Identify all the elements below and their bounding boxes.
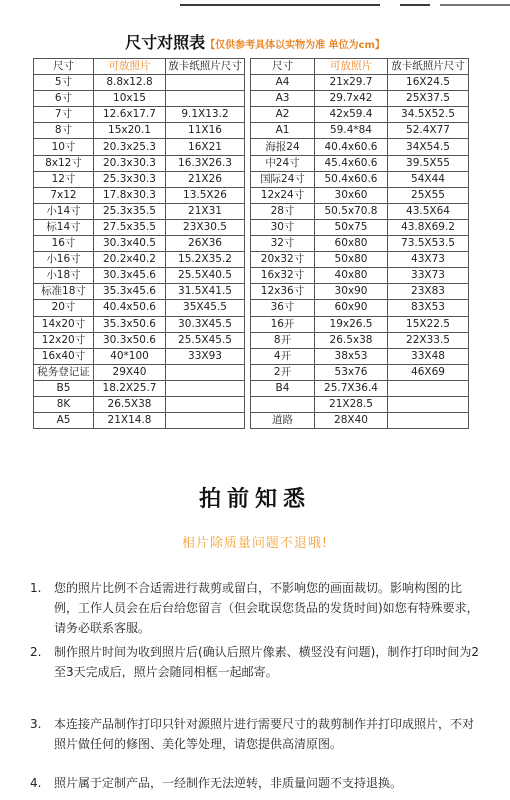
card-cell: 25.5X40.5 [166,268,245,284]
table-row [251,75,469,91]
photo-cell: 25.3x35.5 [94,203,166,219]
table-row [34,332,245,348]
photo-cell: 40.4x60.6 [315,139,388,155]
card-cell: 26X36 [166,236,245,252]
table-row [34,284,245,300]
size-cell: 中24寸 [251,155,315,171]
photo-cell: 21X14.8 [94,413,166,429]
card-cell [166,364,245,380]
card-cell [166,91,245,107]
photo-cell: 10x15 [94,91,166,107]
size-cell: 16x32寸 [251,268,315,284]
note-text: 制作照片时间为收到照片后(确认后照片像素、横竖没有问题)，制作打印时间为2至3天完成后，照片会随同相框一起邮寄。 [54,645,480,679]
photo-cell: 35.3x45.6 [94,284,166,300]
size-cell: 36寸 [251,300,315,316]
size-cell: 4开 [251,348,315,364]
section-subtitle: 相片除质量问题不退哦! [181,536,329,551]
size-cell: 20寸 [34,300,94,316]
size-cell: A2 [251,107,315,123]
photo-cell: 40.4x50.6 [94,300,166,316]
table-row [34,155,245,171]
size-cell: A1 [251,123,315,139]
table-row [251,139,469,155]
photo-cell: 8.8x12.8 [94,75,166,91]
photo-cell: 21X28.5 [315,396,388,412]
size-cell: 8寸 [34,123,94,139]
card-cell [166,396,245,412]
card-cell: 43.5X64 [388,203,469,219]
table-row [251,348,469,364]
table-title-row [0,30,510,52]
table-row [251,284,469,300]
top-line-segment [400,4,430,6]
card-cell: 34.5X52.5 [388,107,469,123]
size-cell: 道路 [251,413,315,429]
table-row [34,364,245,380]
card-cell [166,413,245,429]
note-text: 本连接产品制作打印只针对源照片进行需要尺寸的裁剪制作并打印成照片，不对照片做任何的修图、美化等处理，请您提供高清原图。 [54,717,475,751]
table-title-note: 【仅供参考具体以实物为准 单位为cm】 [205,40,385,51]
table-row [251,91,469,107]
photo-cell: 50x75 [315,219,388,235]
size-cell: 8x12寸 [34,155,94,171]
photo-cell: 20.3x30.3 [94,155,166,171]
photo-cell: 35.3x50.6 [94,316,166,332]
photo-cell: 40x80 [315,268,388,284]
size-cell: 国际24寸 [251,171,315,187]
note-text: 照片属于定制产品，一经制作无法逆转，非质量问题不支持退换。 [54,776,403,790]
card-cell: 25X37.5 [388,91,469,107]
table-row [251,380,469,396]
size-cell: 小18寸 [34,268,94,284]
size-cell: A4 [251,75,315,91]
table-row [251,364,469,380]
table-row [34,413,245,429]
photo-cell: 50x80 [315,252,388,268]
section-title: 拍前知悉 [198,487,311,512]
size-cell: 12x24寸 [251,187,315,203]
note-text: 您的照片比例不合适需进行裁剪或留白，不影响您的画面裁切。影响构图的比例，工作人员会在后台给您留言（但会耽误您货品的发货时间)如您有特殊要求，请务必联系客服。 [54,581,479,635]
size-cell: 28寸 [251,203,315,219]
note-number: 3. [30,717,42,731]
table-row [34,75,245,91]
table-row [34,380,245,396]
table-row [251,396,469,412]
header-photo: 可放照片 [315,59,388,75]
table-row [251,252,469,268]
card-cell: 33X93 [166,348,245,364]
size-cell: 小16寸 [34,252,94,268]
photo-cell: 27.5x35.5 [94,219,166,235]
photo-cell: 30.3x45.6 [94,268,166,284]
photo-cell: 60x90 [315,300,388,316]
size-cell: 30寸 [251,219,315,235]
header-card: 放卡纸照片尺寸 [388,59,469,75]
photo-cell: 40*100 [94,348,166,364]
card-cell [388,396,469,412]
size-cell: B4 [251,380,315,396]
card-cell: 35X45.5 [166,300,245,316]
note-item [30,714,485,754]
photo-cell: 60x80 [315,236,388,252]
card-cell: 25.5X45.5 [166,332,245,348]
size-cell: 20x32寸 [251,252,315,268]
note-number: 1. [30,581,42,595]
photo-cell: 50.4x60.6 [315,171,388,187]
card-cell: 21X26 [166,171,245,187]
photo-cell: 30x60 [315,187,388,203]
size-cell: 14x20寸 [34,316,94,332]
header-card: 放卡纸照片尺寸 [166,59,245,75]
table-row [251,203,469,219]
photo-cell: 42x59.4 [315,107,388,123]
table-row [34,107,245,123]
note-item [30,642,485,682]
table-row [34,348,245,364]
table-row [34,252,245,268]
card-cell [388,380,469,396]
table-row [251,187,469,203]
size-cell: A5 [34,413,94,429]
size-cell: 12x20寸 [34,332,94,348]
top-decoration-bar [0,0,510,12]
card-cell: 22X33.5 [388,332,469,348]
photo-cell: 12.6x17.7 [94,107,166,123]
photo-cell: 19x26.5 [315,316,388,332]
photo-cell: 29.7x42 [315,91,388,107]
photo-cell: 30.3x50.6 [94,332,166,348]
table-row [34,171,245,187]
size-cell: 7x12 [34,187,94,203]
size-cell: 标准18寸 [34,284,94,300]
card-cell: 33X73 [388,268,469,284]
size-cell [251,396,315,412]
card-cell: 30.3X45.5 [166,316,245,332]
table-row [251,413,469,429]
card-cell: 9.1X13.2 [166,107,245,123]
card-cell: 43X73 [388,252,469,268]
card-cell: 15X22.5 [388,316,469,332]
table-header-row [251,59,469,75]
photo-cell: 45.4x60.6 [315,155,388,171]
photo-cell: 28X40 [315,413,388,429]
card-cell: 83X53 [388,300,469,316]
card-cell: 11X16 [166,123,245,139]
table-row [251,316,469,332]
table-row [251,171,469,187]
card-cell: 16X21 [166,139,245,155]
size-cell: 海报24 [251,139,315,155]
size-cell: 标14寸 [34,219,94,235]
table-row [34,396,245,412]
top-line-segment [180,4,380,6]
card-cell [166,380,245,396]
card-cell: 13.5X26 [166,187,245,203]
card-cell: 16X24.5 [388,75,469,91]
size-cell: 2开 [251,364,315,380]
card-cell: 39.5X55 [388,155,469,171]
photo-cell: 21x29.7 [315,75,388,91]
photo-cell: 20.2x40.2 [94,252,166,268]
size-cell: A3 [251,91,315,107]
photo-cell: 20.3x25.3 [94,139,166,155]
note-number: 4. [30,776,42,790]
size-cell: B5 [34,380,94,396]
photo-cell: 30x90 [315,284,388,300]
card-cell: 43.8X69.2 [388,219,469,235]
header-size: 尺寸 [34,59,94,75]
card-cell: 34X54.5 [388,139,469,155]
card-cell: 15.2X35.2 [166,252,245,268]
table-row [251,332,469,348]
table-row [34,219,245,235]
card-cell: 54X44 [388,171,469,187]
size-cell: 税务登记证 [34,364,94,380]
card-cell: 16.3X26.3 [166,155,245,171]
size-table-right [250,58,469,429]
table-title: 尺寸对照表 [125,33,206,52]
table-row [34,187,245,203]
size-cell: 16x40寸 [34,348,94,364]
size-cell: 12寸 [34,171,94,187]
card-cell: 23X30.5 [166,219,245,235]
size-cell: 10寸 [34,139,94,155]
table-row [251,219,469,235]
photo-cell: 15x20.1 [94,123,166,139]
table-row [34,203,245,219]
photo-cell: 29X40 [94,364,166,380]
photo-cell: 17.8x30.3 [94,187,166,203]
size-cell: 8开 [251,332,315,348]
card-cell: 25X55 [388,187,469,203]
size-cell: 5寸 [34,75,94,91]
size-table-left [33,58,245,429]
photo-cell: 53x76 [315,364,388,380]
card-cell: 31.5X41.5 [166,284,245,300]
photo-cell: 59.4*84 [315,123,388,139]
card-cell: 73.5X53.5 [388,236,469,252]
table-row [251,268,469,284]
size-cell: 6寸 [34,91,94,107]
table-row [34,300,245,316]
size-cell: 8K [34,396,94,412]
table-row [34,139,245,155]
card-cell: 46X69 [388,364,469,380]
card-cell: 33X48 [388,348,469,364]
note-item [30,773,485,793]
photo-cell: 38x53 [315,348,388,364]
table-row [251,300,469,316]
table-header-row [34,59,245,75]
note-item [30,578,485,638]
table-row [34,123,245,139]
table-row [251,155,469,171]
photo-cell: 30.3x40.5 [94,236,166,252]
table-row [34,91,245,107]
note-number: 2. [30,645,42,659]
size-cell: 12x36寸 [251,284,315,300]
table-row [251,123,469,139]
size-cell: 16开 [251,316,315,332]
table-row [34,316,245,332]
header-size: 尺寸 [251,59,315,75]
card-cell: 52.4X77 [388,123,469,139]
card-cell: 23X83 [388,284,469,300]
table-row [34,268,245,284]
photo-cell: 26.5X38 [94,396,166,412]
photo-cell: 25.7X36.4 [315,380,388,396]
header-photo: 可放照片 [94,59,166,75]
card-cell [388,413,469,429]
card-cell [166,75,245,91]
size-cell: 32寸 [251,236,315,252]
photo-cell: 25.3x30.3 [94,171,166,187]
table-row [251,107,469,123]
card-cell: 21X31 [166,203,245,219]
photo-cell: 18.2X25.7 [94,380,166,396]
photo-cell: 50.5x70.8 [315,203,388,219]
size-cell: 7寸 [34,107,94,123]
photo-cell: 26.5x38 [315,332,388,348]
size-cell: 16寸 [34,236,94,252]
top-line-segment [440,4,510,6]
table-row [251,236,469,252]
size-cell: 小14寸 [34,203,94,219]
table-row [34,236,245,252]
